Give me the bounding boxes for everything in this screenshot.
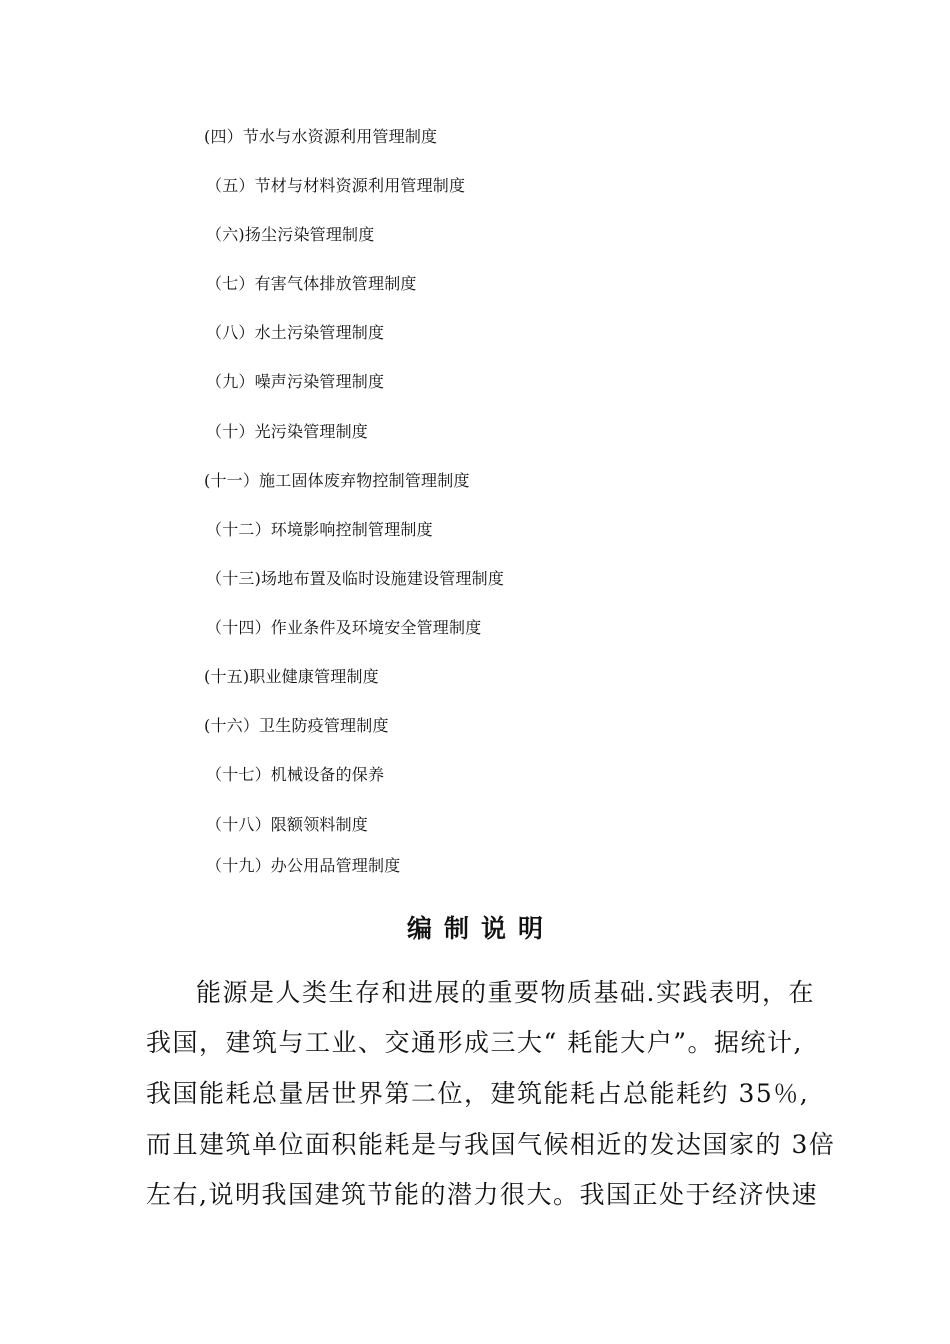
toc-item: （十九）办公用品管理制度	[206, 856, 401, 875]
toc-item: （九）噪声污染管理制度	[206, 372, 385, 391]
paragraph-line: 能源是人类生存和进展的重要物质基础.实践表明，在	[196, 978, 815, 1007]
toc-item: （十四）作业条件及环境安全管理制度	[206, 618, 482, 637]
paragraph-line: 我国，建筑与工业、交通形成三大“ 耗能大户”。据统计,	[146, 1028, 803, 1057]
toc-item: （七）有害气体排放管理制度	[206, 274, 417, 293]
toc-item: （十三)场地布置及临时设施建设管理制度	[206, 569, 505, 588]
toc-item: （十七）机械设备的保养	[206, 765, 385, 784]
section-title: 编制说明	[406, 914, 555, 943]
toc-item: （十）光污染管理制度	[206, 422, 369, 441]
paragraph-line: 左右,说明我国建筑节能的潜力很大。我国正处于经济快速	[146, 1180, 818, 1209]
toc-item: (十六）卫生防疫管理制度	[204, 716, 389, 735]
toc-item: (十五)职业健康管理制度	[204, 667, 379, 686]
paragraph-line: 而且建筑单位面积能耗是与我国气候相近的发达国家的 3倍	[146, 1130, 836, 1159]
toc-item: （五）节材与材料资源利用管理制度	[206, 176, 466, 195]
toc-item: (四）节水与水资源利用管理制度	[204, 127, 438, 146]
paragraph-line: 我国能耗总量居世界第二位，建筑能耗占总能耗约 35％,	[146, 1079, 810, 1108]
toc-item: （十八）限额领料制度	[206, 815, 369, 834]
toc-item: (十一）施工固体废弃物控制管理制度	[204, 471, 470, 490]
toc-item: （六)扬尘污染管理制度	[206, 225, 375, 244]
toc-item: （十二）环境影响控制管理制度	[206, 520, 433, 539]
toc-item: （八）水土污染管理制度	[206, 323, 385, 342]
